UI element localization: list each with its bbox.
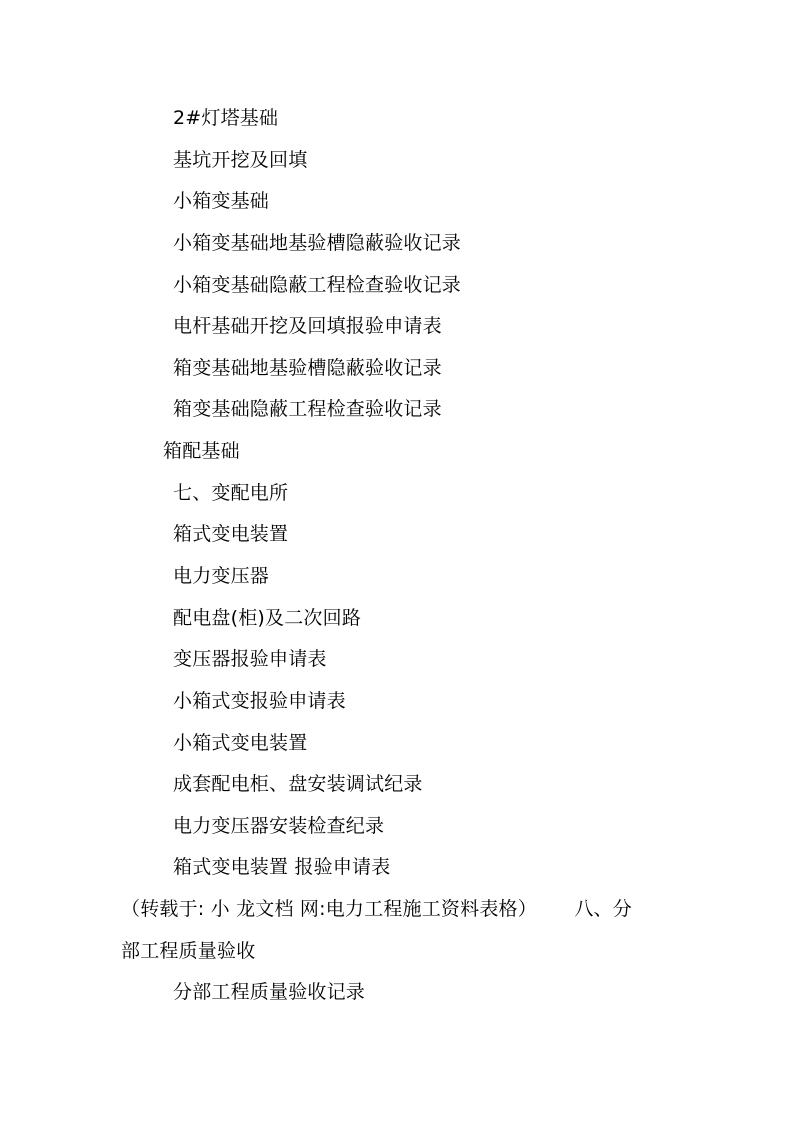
text-line: 成套配电柜、盘安装调试纪录 [173,773,423,795]
text-line: 小箱变基础地基验槽隐蔽验收记录 [173,232,462,254]
text-line: 2#灯塔基础 [173,107,279,129]
text-line: 电杆基础开挖及回填报验申请表 [173,315,442,337]
text-line: 箱式变电装置 报验申请表 [173,856,391,878]
text-line: 小箱式变电装置 [173,732,308,754]
text-line: 箱式变电装置 [173,523,289,545]
text-line: 配电盘(柜)及二次回路 [173,607,362,629]
text-line: （转载于: 小 龙文档 网:电力工程施工资料表格） 八、分 [121,898,632,920]
text-line: 分部工程质量验收记录 [173,981,366,1003]
text-line: 箱变基础地基验槽隐蔽验收记录 [173,357,442,379]
text-line: 箱变基础隐蔽工程检查验收记录 [173,398,442,420]
text-line: 基坑开挖及回填 [173,149,308,171]
text-line: 电力变压器 [173,565,270,587]
text-line: 变压器报验申请表 [173,648,327,670]
text-line: 部工程质量验收 [121,940,256,962]
section-heading: 七、变配电所 [173,482,289,504]
text-line: 小箱变基础隐蔽工程检查验收记录 [173,274,462,296]
text-line: 电力变压器安装检查纪录 [173,815,385,837]
section-heading: 箱配基础 [163,440,240,462]
text-line: 小箱变基础 [173,190,270,212]
text-line: 小箱式变报验申请表 [173,690,346,712]
